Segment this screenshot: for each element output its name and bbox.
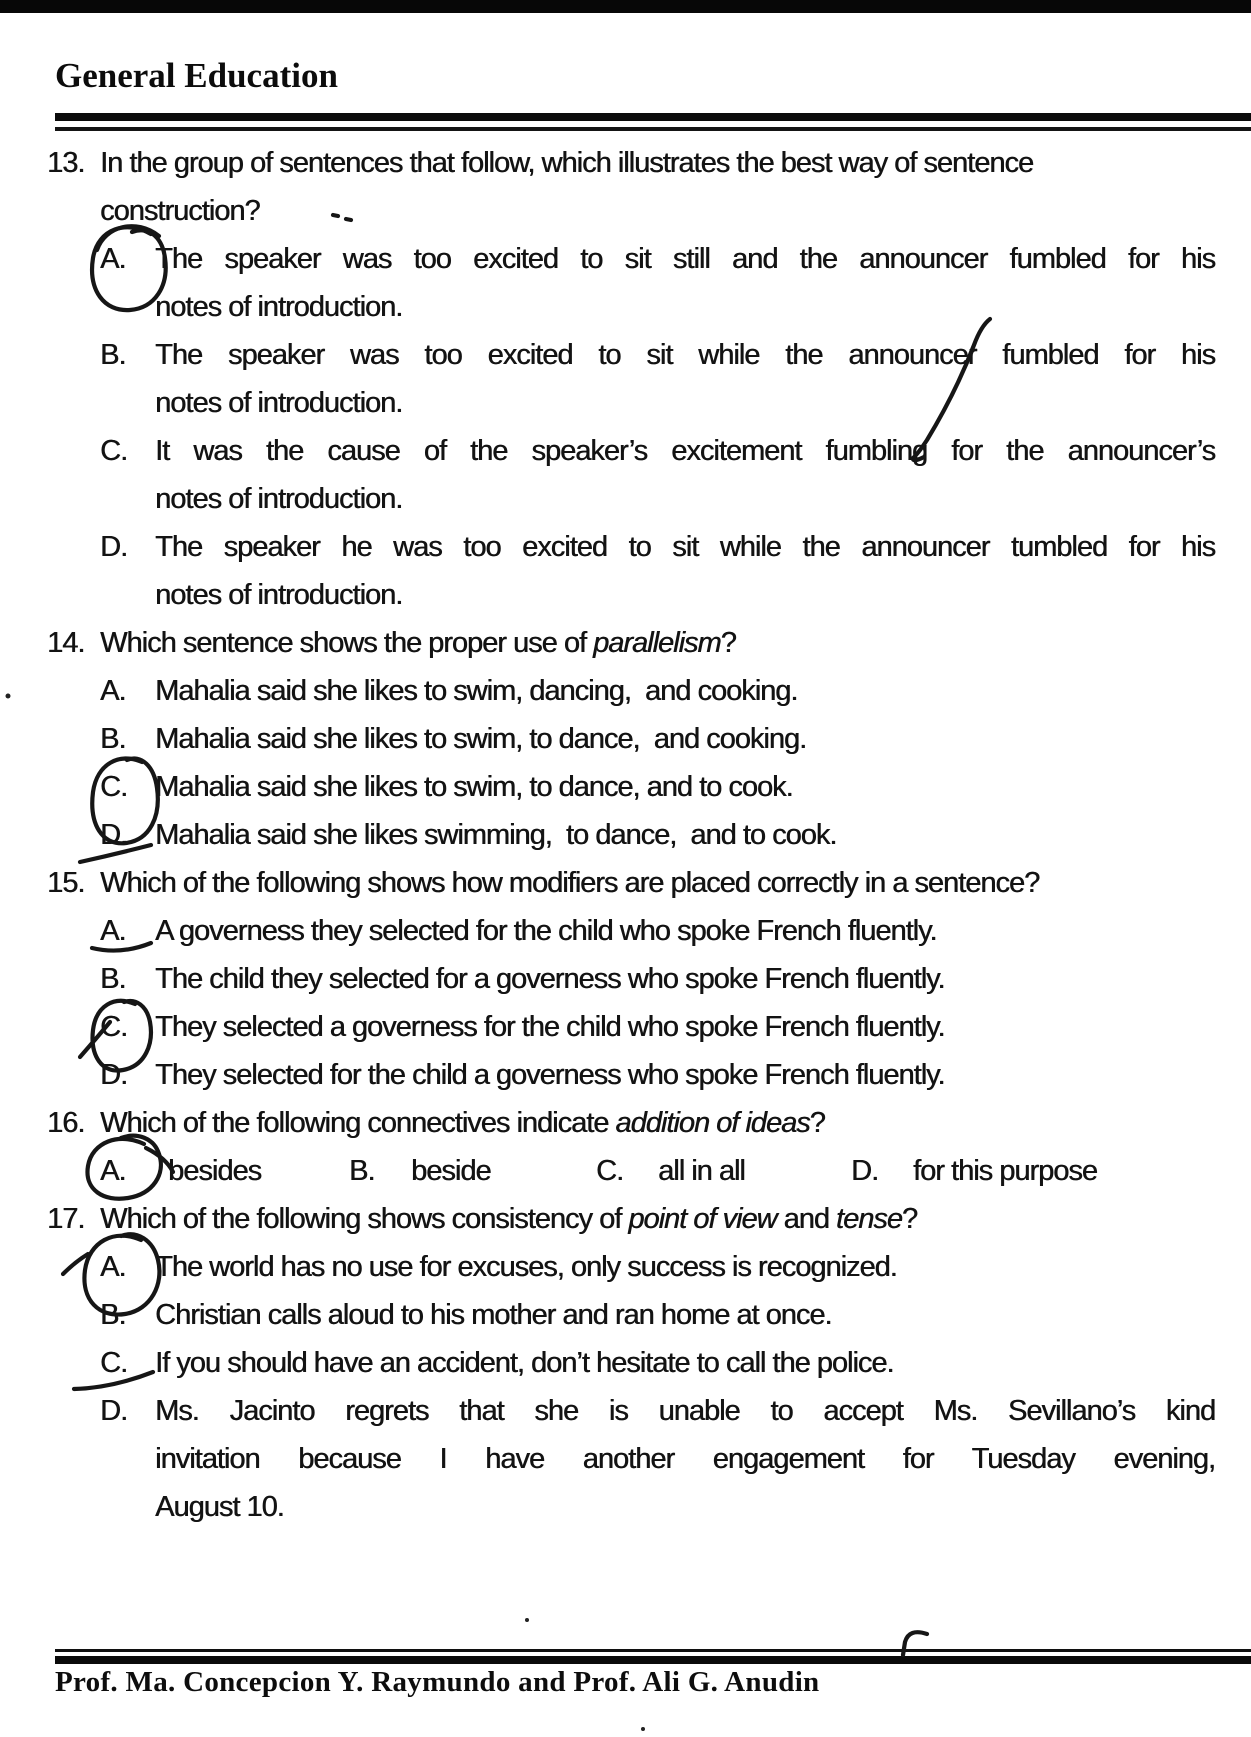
question-text bbox=[100, 619, 1215, 667]
option-text bbox=[155, 715, 1215, 763]
text-line: notes of introduction. bbox=[155, 483, 403, 515]
option-row bbox=[47, 811, 1215, 859]
option-row bbox=[47, 1387, 1215, 1531]
question-14 bbox=[47, 619, 1215, 859]
option-letter: C. bbox=[100, 435, 127, 467]
option-text bbox=[155, 1339, 1215, 1387]
option-row bbox=[47, 1051, 1215, 1099]
option-letter: B. bbox=[100, 339, 126, 371]
option-letter: A. bbox=[100, 1155, 126, 1187]
option-text bbox=[155, 763, 1215, 811]
option-row bbox=[47, 235, 1215, 331]
option-letter: C. bbox=[100, 771, 127, 803]
question-stem bbox=[47, 859, 1215, 907]
text-line: Ms. Jacinto regrets that she is unable to accept Ms. Sevillano’s kind bbox=[155, 1395, 1215, 1427]
text-line: A governess they selected for the child who spoke French fluently. bbox=[155, 915, 937, 947]
text-line: The child they selected for a governess who spoke French fluently. bbox=[155, 963, 945, 995]
option-text bbox=[155, 427, 1215, 523]
question-text-part: and bbox=[776, 1203, 836, 1235]
question-text-part: Which sentence shows the proper use of bbox=[100, 627, 593, 659]
option-letter: A. bbox=[100, 915, 126, 947]
option-row bbox=[47, 331, 1215, 427]
option-letter: C. bbox=[100, 1347, 127, 1379]
question-text: Which of the following shows how modifiers are placed correctly in a sentence? bbox=[100, 867, 1040, 899]
text-line: In the group of sentences that follow, which illustrates the best way of sentence bbox=[100, 147, 1033, 179]
option-row bbox=[47, 955, 1215, 1003]
option-letter: C. bbox=[596, 1155, 623, 1187]
option-text bbox=[155, 331, 1215, 427]
question-text-part: Which of the following connectives indicate bbox=[100, 1107, 616, 1139]
question-13 bbox=[47, 139, 1215, 619]
option-letter: B. bbox=[100, 963, 126, 995]
text-line: notes of introduction. bbox=[155, 387, 403, 419]
question-number: 14. bbox=[47, 627, 85, 659]
option-letter: A. bbox=[100, 675, 126, 707]
question-stem bbox=[47, 1099, 1215, 1147]
question-text-part: Which of the following shows consistency of bbox=[100, 1203, 629, 1235]
text-line: The speaker he was too excited to sit while the announcer tumbled for his bbox=[155, 531, 1215, 563]
text-line: The speaker was too excited to sit still and the announcer fumbled for his bbox=[155, 243, 1215, 275]
question-17 bbox=[47, 1195, 1215, 1531]
header-double-rule bbox=[55, 113, 1251, 131]
question-text-part: ? bbox=[720, 627, 736, 659]
option-letter: D. bbox=[100, 1059, 127, 1091]
text-line: They selected a governess for the child who spoke French fluently. bbox=[155, 1011, 945, 1043]
footer-double-rule bbox=[55, 1649, 1251, 1664]
option-letter: A. bbox=[100, 243, 126, 275]
option-letter: B. bbox=[349, 1155, 375, 1187]
text-line: Mahalia said she likes to swim, to dance, and to cook. bbox=[155, 771, 793, 803]
text-line: August 10. bbox=[155, 1491, 284, 1523]
text-line: They selected for the child a governess who spoke French fluently. bbox=[155, 1059, 945, 1091]
option-row bbox=[47, 763, 1215, 811]
option-label: all in all bbox=[658, 1155, 745, 1187]
question-stem bbox=[47, 1195, 1215, 1243]
page-title: General Education bbox=[55, 56, 338, 95]
question-text bbox=[100, 1195, 1215, 1243]
question-text-italic: tense bbox=[835, 1203, 902, 1235]
question-text bbox=[100, 1099, 1215, 1147]
option-letter: C. bbox=[100, 1011, 127, 1043]
option-text bbox=[155, 907, 1215, 955]
question-number: 13. bbox=[47, 147, 85, 179]
option-row bbox=[47, 715, 1215, 763]
option-letter: D. bbox=[100, 1395, 127, 1427]
option-text bbox=[155, 955, 1215, 1003]
option-text bbox=[155, 235, 1215, 331]
question-15 bbox=[47, 859, 1215, 1099]
ink-dot-above-footer-rule bbox=[525, 1618, 529, 1622]
text-line: Mahalia said she likes to swim, to dance, and cooking. bbox=[155, 723, 807, 755]
option-text bbox=[155, 811, 1215, 859]
option-label: for this purpose bbox=[913, 1155, 1097, 1187]
option-letter: D. bbox=[100, 531, 127, 563]
text-line: The speaker was too excited to sit while the announcer fumbled for his bbox=[155, 339, 1215, 371]
option-label: besides bbox=[168, 1155, 261, 1187]
text-line: Christian calls aloud to his mother and ran home at once. bbox=[155, 1299, 832, 1331]
text-line: Mahalia said she likes to swim, dancing, and cooking. bbox=[155, 675, 798, 707]
text-line: construction? bbox=[100, 195, 260, 227]
option-row bbox=[47, 1003, 1215, 1051]
question-stem bbox=[47, 139, 1215, 235]
option-text bbox=[155, 523, 1215, 619]
option-text bbox=[155, 1243, 1215, 1291]
option-letter: D. bbox=[100, 819, 127, 851]
footer-credit: Prof. Ma. Concepcion Y. Raymundo and Prof. Ali G. Anudin bbox=[55, 1666, 820, 1698]
option-letter: B. bbox=[100, 1299, 126, 1331]
question-text-italic: addition of ideas bbox=[615, 1107, 810, 1139]
question-text-part: ? bbox=[809, 1107, 825, 1139]
ink-dot-bottom-edge bbox=[641, 1727, 645, 1731]
option-label: beside bbox=[411, 1155, 491, 1187]
questions-area bbox=[47, 139, 1215, 1531]
page-top-scan-bar bbox=[0, 0, 1251, 13]
option-text bbox=[155, 1051, 1215, 1099]
text-line: notes of introduction. bbox=[155, 579, 403, 611]
option-row-inline bbox=[47, 1147, 1215, 1195]
option-row bbox=[47, 1339, 1215, 1387]
question-16 bbox=[47, 1099, 1215, 1195]
question-stem bbox=[47, 619, 1215, 667]
question-number: 17. bbox=[47, 1203, 85, 1235]
option-letter: B. bbox=[100, 723, 126, 755]
option-row bbox=[47, 1291, 1215, 1339]
text-line: It was the cause of the speaker’s excitement fumbling for the announcer’s bbox=[155, 435, 1215, 467]
text-line: The world has no use for excuses, only success is recognized. bbox=[155, 1251, 897, 1283]
ink-dot-left-margin bbox=[6, 694, 11, 699]
text-line: notes of introduction. bbox=[155, 291, 403, 323]
option-letter: A. bbox=[100, 1251, 126, 1283]
text-line: If you should have an accident, don’t hesitate to call the police. bbox=[155, 1347, 894, 1379]
option-row bbox=[47, 523, 1215, 619]
option-row bbox=[47, 1243, 1215, 1291]
question-text-italic: parallelism bbox=[592, 627, 721, 659]
option-text bbox=[155, 667, 1215, 715]
text-line: Mahalia said she likes swimming, to dance, and to cook. bbox=[155, 819, 837, 851]
option-row bbox=[47, 907, 1215, 955]
question-text-part: ? bbox=[901, 1203, 918, 1235]
text-line: invitation because I have another engagement for Tuesday evening, bbox=[155, 1443, 1215, 1475]
option-row bbox=[47, 427, 1215, 523]
option-text bbox=[155, 1003, 1215, 1051]
option-letter: D. bbox=[851, 1155, 878, 1187]
option-row bbox=[47, 667, 1215, 715]
question-number: 16. bbox=[47, 1107, 85, 1139]
question-number: 15. bbox=[47, 867, 85, 899]
option-text bbox=[155, 1291, 1215, 1339]
question-text-italic: point of view bbox=[628, 1203, 777, 1235]
question-text bbox=[100, 139, 1215, 235]
option-text bbox=[155, 1387, 1215, 1531]
